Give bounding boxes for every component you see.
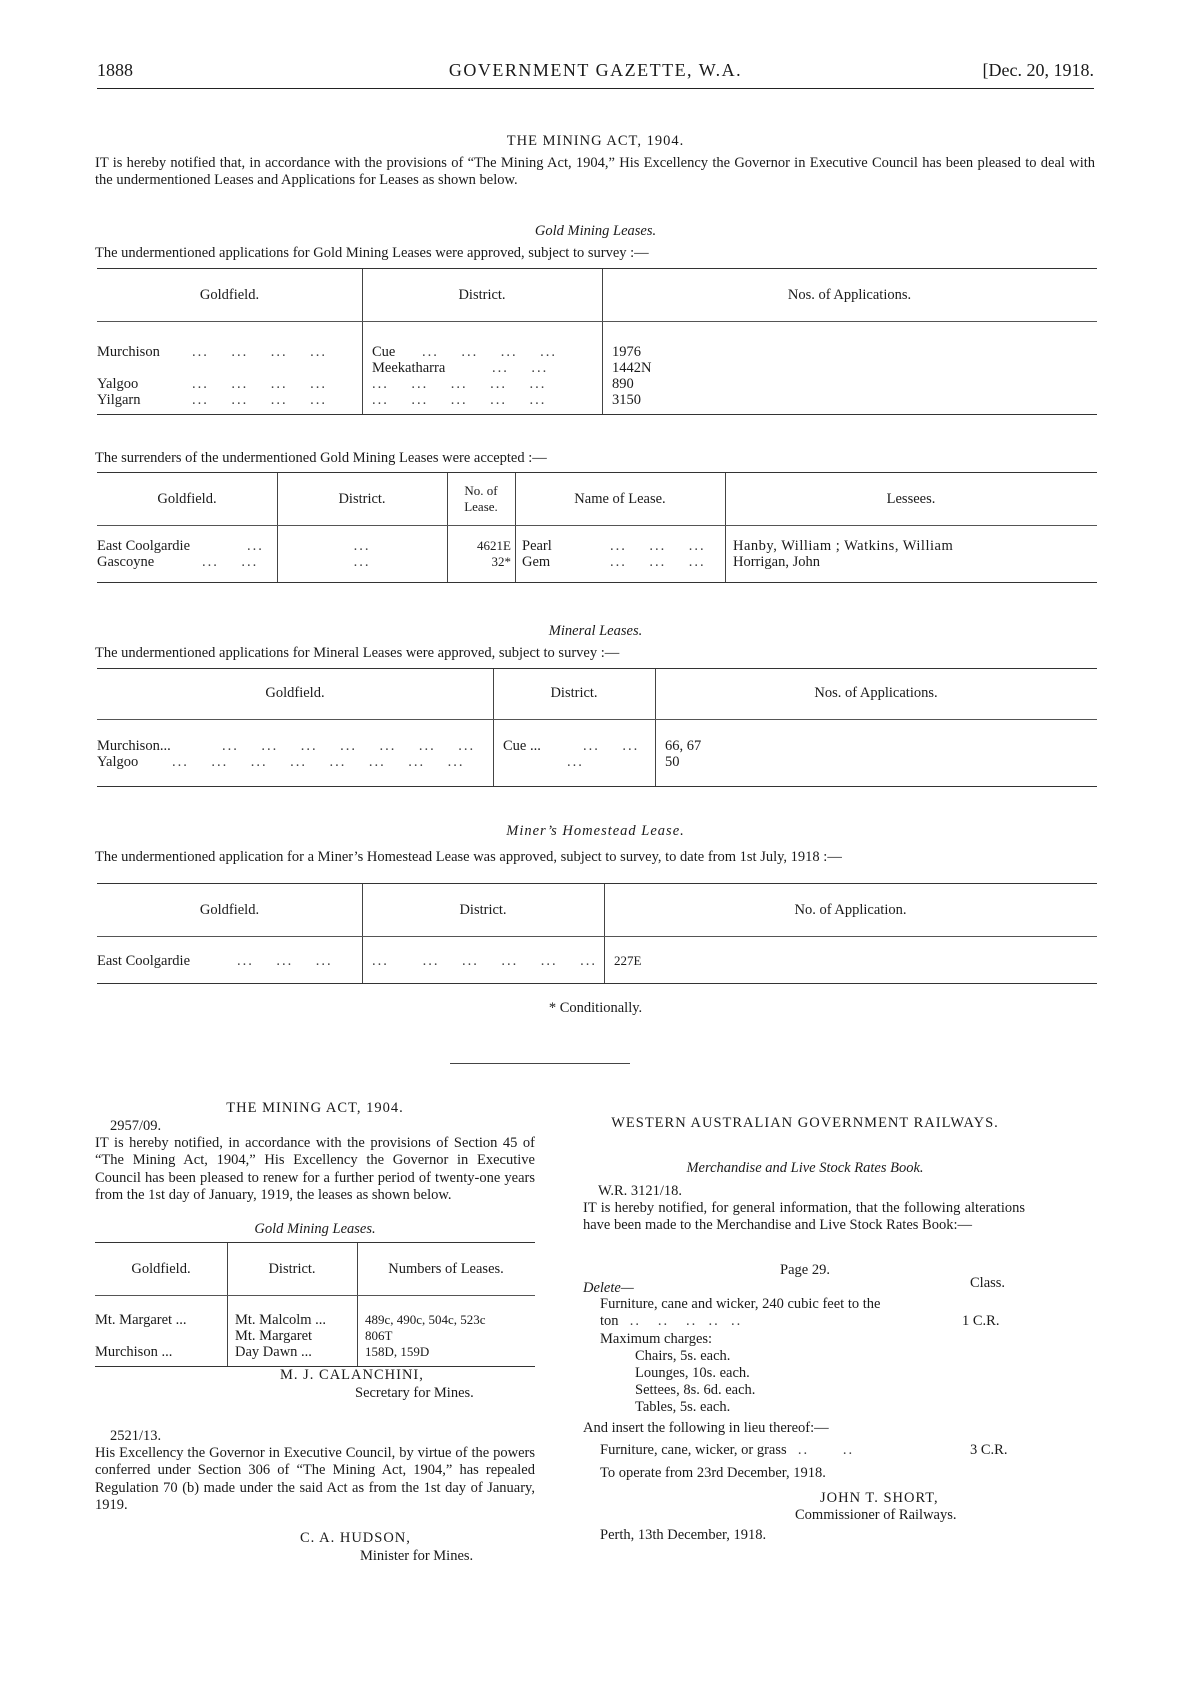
gold-approved-text: The undermentioned applications for Gold Mining Leases were approved, subject to survey :— xyxy=(95,245,649,261)
notice4-page: Page 29. xyxy=(780,1262,830,1278)
charge-item: Tables, 5s. each. xyxy=(635,1399,731,1415)
table-row: Gascoyne ... ... xyxy=(97,554,259,570)
notice1-title: THE MINING ACT, 1904. xyxy=(506,133,685,149)
notice3-signature-name: C. A. HUDSON, xyxy=(300,1530,411,1546)
header-rule xyxy=(97,88,1094,89)
notice4-signature-name: JOHN T. SHORT, xyxy=(820,1490,939,1506)
charge-item: Chairs, 5s. each. xyxy=(635,1348,731,1364)
table-row: Murchison... ... ... ... ... ... ... ... xyxy=(97,738,476,754)
table-row: East Coolgardie ... ... ... xyxy=(97,953,333,969)
col-goldfield: Goldfield. xyxy=(199,287,260,303)
item1: Furniture, cane and wicker, 240 cubic feet to the ton .. .. .. .. .. xyxy=(600,1296,881,1330)
item1-class: 1 C.R. xyxy=(962,1313,1000,1329)
item2-class: 3 C.R. xyxy=(970,1442,1008,1458)
page-number: 1888 xyxy=(97,60,133,80)
homestead-table: Goldfield. District. No. of Application. East Coolgardie ... ... ... ... ... ... ... ... ... 227E xyxy=(97,883,1097,984)
table-row: Yalgoo ... ... ... ... ... ... ... ... xyxy=(97,754,465,770)
mineral-heading: Mineral Leases. xyxy=(548,623,643,639)
table-row: Murchison ... xyxy=(95,1344,173,1360)
surrender-text: The surrenders of the undermentioned Gold Mining Leases were accepted :— xyxy=(95,450,547,466)
notice4-ref: W.R. 3121/18. xyxy=(598,1183,683,1199)
place-date: Perth, 13th December, 1918. xyxy=(600,1527,767,1543)
notice2-signature-name: M. J. CALANCHINI, xyxy=(280,1367,424,1383)
table-row: Mt. Margaret xyxy=(235,1328,313,1344)
section-divider xyxy=(450,1063,630,1064)
mineral-text: The undermentioned applications for Mineral Leases were approved, subject to survey :— xyxy=(95,645,620,661)
table-row: Meekatharra ... ... xyxy=(372,360,549,376)
notice3-signature-title: Minister for Mines. xyxy=(360,1548,474,1564)
notice2-signature-title: Secretary for Mines. xyxy=(355,1385,474,1401)
notice4-signature-title: Commissioner of Railways. xyxy=(795,1507,957,1523)
table-row: Yalgoo ... ... ... ... xyxy=(97,376,327,392)
notice2-heading: Gold Mining Leases. xyxy=(254,1221,376,1237)
page-header xyxy=(97,60,1094,90)
table-row: Yilgarn ... ... ... ... xyxy=(97,392,327,408)
notice3-ref: 2521/13. xyxy=(110,1428,162,1444)
issue-date: [Dec. 20, 1918. xyxy=(982,60,1094,80)
notice4-title: WESTERN AUSTRALIAN GOVERNMENT RAILWAYS. xyxy=(611,1115,999,1131)
class-label: Class. xyxy=(970,1275,1006,1291)
homestead-text: The undermentioned application for a Miner’s Homestead Lease was approved, subject to survey, to date from 1st July, 1918 :— xyxy=(95,849,842,865)
homestead-heading: Miner’s Homestead Lease. xyxy=(506,823,685,839)
insert-label: And insert the following in lieu thereof:— xyxy=(583,1420,829,1436)
renewal-table: Goldfield. District. Numbers of Leases. Mt. Margaret ... Mt. Malcolm ... 489c, 490c, 504c, 523c Mt. Margaret 806T Murchison ... Day Dawn ... 158D, 159D xyxy=(95,1242,535,1367)
surrender-table: Goldfield. District. No. of Lease. Name of Lease. Lessees. East Coolgardie ... ... 4621E Pearl ... ... ... Hanby, William ; Watkins, William Gascoyne ... ... ... 32* Gem ... ... ... Horrigan, John xyxy=(97,472,1097,583)
gold-applications-table: Goldfield. District. Nos. of Applications. Murchison ... ... ... ... Cue ... ... ... ... 1976 Meekatharra ... ... 1442N Yalgoo ... ... ... ... ... ... ... ... ... 890 Yilgarn ... ... ... ... ... ... ... ... ... 3150 xyxy=(97,268,1097,415)
notice3-text: His Excellency the Governor in Executive Council, by virtue of the powers conferred under Section 306 of “The Mining Act, 1904,” has repealed Regulation 70 (b) made under the said Act as from the 1st day of January, 1919. xyxy=(95,1445,535,1514)
col-nos: Nos. of Applications. xyxy=(787,287,912,303)
table-row: Murchison ... ... ... ... xyxy=(97,344,327,360)
notice2-ref: 2957/09. xyxy=(110,1118,162,1134)
gold-heading: Gold Mining Leases. xyxy=(534,223,657,239)
operate-date: To operate from 23rd December, 1918. xyxy=(600,1465,826,1481)
charge-item: Lounges, 10s. each. xyxy=(635,1365,750,1381)
notice4-subtitle: Merchandise and Live Stock Rates Book. xyxy=(686,1160,924,1176)
notice2-text: IT is hereby notified, in accordance with the provisions of Section 45 of “The Mining Act, 1904,” His Excellency the Governor in Executive Council has been pleased to renew for a further period of twenty-one years from the 1st day of January, 1919, the leases as shown below. xyxy=(95,1135,535,1204)
notice1-intro: IT is hereby notified that, in accordance with the provisions of “The Mining Act, 1904,” His Excellency the Governor in Executive Council has been pleased to deal with the undermentioned Leases and Applications for Leases as shown below. xyxy=(95,155,1095,189)
footnote: * Conditionally. xyxy=(548,1000,643,1016)
item2: Furniture, cane, wicker, or grass .. .. xyxy=(600,1442,855,1458)
charge-item: Settees, 8s. 6d. each. xyxy=(635,1382,756,1398)
delete-label: Delete— xyxy=(583,1280,634,1296)
table-row: East Coolgardie ... xyxy=(97,538,264,554)
col-district: District. xyxy=(458,287,506,303)
max-charges-label: Maximum charges: xyxy=(600,1331,713,1347)
mineral-table: Goldfield. District. Nos. of Applications. Murchison... ... ... ... ... ... ... ... Cue ... ... ... 66, 67 Yalgoo ... ... ... ... ... ... ... ... ... 50 xyxy=(97,668,1097,787)
table-row: Mt. Margaret ... xyxy=(95,1312,187,1328)
gazette-title: GOVERNMENT GAZETTE, W.A. xyxy=(448,60,743,80)
notice4-text: IT is hereby notified, for general information, that the following alterations have been made to the Merchandise and Live Stock Rates Book:— xyxy=(583,1200,1025,1234)
notice2-title: THE MINING ACT, 1904. xyxy=(226,1100,404,1116)
